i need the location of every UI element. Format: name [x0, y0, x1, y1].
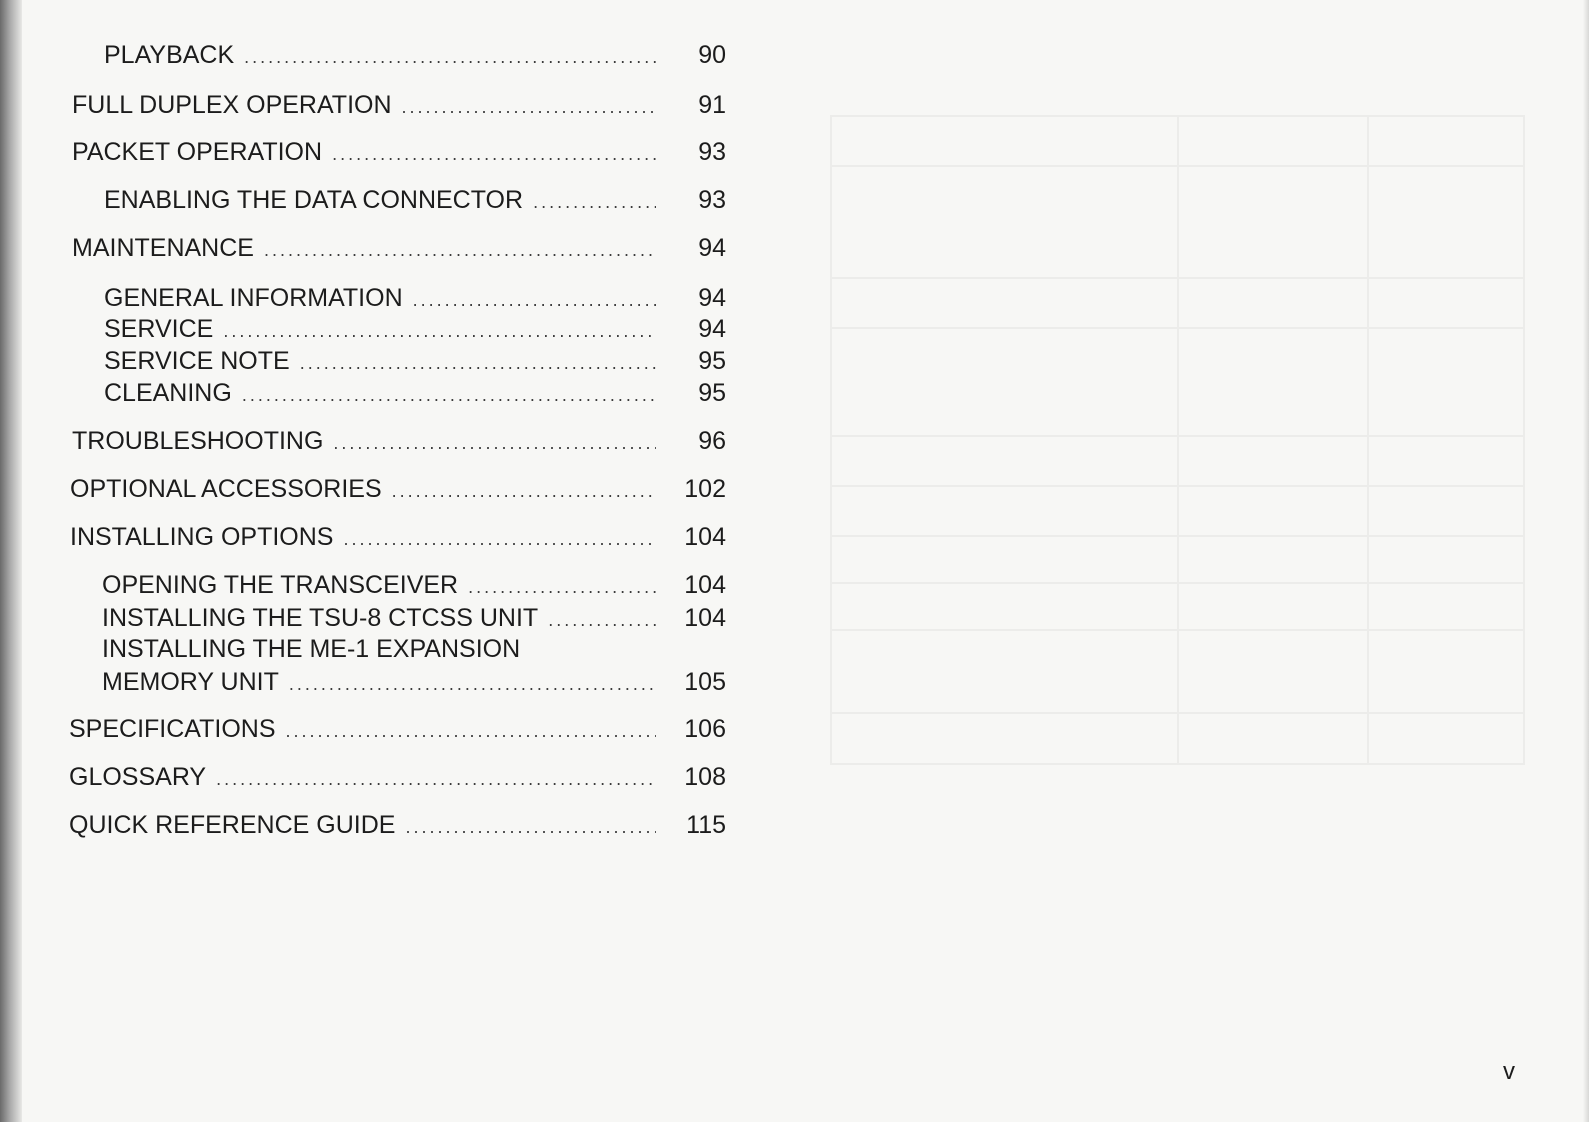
- toc-entry-page: 94: [698, 284, 726, 312]
- toc-entry-page: 102: [684, 475, 726, 503]
- toc-entry-page: 91: [698, 91, 726, 119]
- scan-edge-right: [1583, 0, 1589, 1122]
- show-through-table: [830, 115, 1525, 765]
- toc-entry[interactable]: [69, 762, 726, 794]
- toc-entry-page: 93: [698, 186, 726, 214]
- toc-entry-page: 104: [684, 604, 726, 632]
- leader-dots: [244, 42, 656, 72]
- toc-entry-label: ENABLING THE DATA CONNECTOR: [104, 186, 524, 214]
- leader-dots: [333, 428, 656, 458]
- toc-entry[interactable]: [104, 314, 726, 346]
- leader-dots: [223, 316, 656, 346]
- toc-entry-label: MAINTENANCE: [72, 234, 254, 262]
- leader-dots: [343, 524, 656, 554]
- toc-entry-page: 104: [684, 571, 726, 599]
- toc-entry-page: 95: [698, 347, 726, 375]
- toc-entry[interactable]: [102, 667, 726, 699]
- page-number: v: [1503, 1058, 1515, 1085]
- toc-entry[interactable]: [102, 570, 726, 602]
- toc-entry[interactable]: [69, 810, 726, 842]
- toc-entry-label: TROUBLESHOOTING: [72, 427, 324, 455]
- leader-dots: [300, 348, 656, 378]
- toc-entry-label: OPENING THE TRANSCEIVER: [102, 571, 459, 599]
- toc-entry-page: 96: [698, 427, 726, 455]
- leader-dots: [413, 285, 656, 315]
- toc-entry-page: 93: [698, 138, 726, 166]
- toc-entry-label: CLEANING: [104, 379, 232, 407]
- toc-entry-page: 105: [684, 668, 726, 696]
- toc-entry-label: PLAYBACK: [104, 41, 235, 69]
- toc-entry-label: QUICK REFERENCE GUIDE: [69, 811, 396, 839]
- toc-entry-label-line: INSTALLING THE ME-1 EXPANSION: [102, 635, 521, 663]
- leader-dots: [468, 572, 656, 602]
- toc-entry[interactable]: [72, 137, 726, 169]
- toc-entry[interactable]: [69, 714, 726, 746]
- toc-entry-label: PACKET OPERATION: [72, 138, 323, 166]
- toc-entry-label: OPTIONAL ACCESSORIES: [70, 475, 382, 503]
- toc-entry[interactable]: [70, 522, 726, 554]
- toc-entry-page: 104: [684, 523, 726, 551]
- toc-entry-label: INSTALLING THE TSU-8 CTCSS UNIT: [102, 604, 539, 632]
- toc-entry-label: FULL DUPLEX OPERATION: [72, 91, 392, 119]
- toc-entry[interactable]: [104, 283, 726, 315]
- toc-entry[interactable]: [72, 233, 726, 265]
- toc-entry-label: INSTALLING OPTIONS: [70, 523, 334, 551]
- toc-entry[interactable]: [104, 40, 726, 72]
- leader-dots: [286, 716, 656, 746]
- leader-dots: [548, 605, 656, 635]
- toc-entry-label: SPECIFICATIONS: [69, 715, 276, 743]
- leader-dots: [405, 812, 656, 842]
- toc-entry-label: GENERAL INFORMATION: [104, 284, 403, 312]
- toc-entry[interactable]: [104, 378, 726, 410]
- toc-entry-label: MEMORY UNIT: [102, 668, 279, 696]
- leader-dots: [402, 92, 656, 122]
- toc-entry-page: 115: [686, 811, 726, 839]
- toc-entry-page: 108: [684, 763, 726, 791]
- toc-entry-label: SERVICE NOTE: [104, 347, 290, 375]
- leader-dots: [392, 476, 656, 506]
- toc-entry[interactable]: [70, 474, 726, 506]
- toc-entry[interactable]: [104, 185, 726, 217]
- table-of-contents: [0, 0, 760, 1122]
- toc-entry[interactable]: [104, 346, 726, 378]
- leader-dots: [216, 764, 656, 794]
- toc-entry[interactable]: [72, 426, 726, 458]
- toc-entry-label: SERVICE: [104, 315, 214, 343]
- leader-dots: [242, 380, 656, 410]
- toc-entry-label: GLOSSARY: [69, 763, 207, 791]
- toc-entry-page: 106: [684, 715, 726, 743]
- toc-entry-page: 95: [698, 379, 726, 407]
- toc-entry[interactable]: [102, 603, 726, 635]
- toc-entry[interactable]: [72, 90, 726, 122]
- toc-entry-page: 94: [698, 315, 726, 343]
- toc-entry-page: 90: [698, 41, 726, 69]
- leader-dots: [533, 187, 656, 217]
- toc-entry-page: 94: [698, 234, 726, 262]
- leader-dots: [289, 669, 656, 699]
- leader-dots: [264, 235, 656, 265]
- leader-dots: [332, 139, 656, 169]
